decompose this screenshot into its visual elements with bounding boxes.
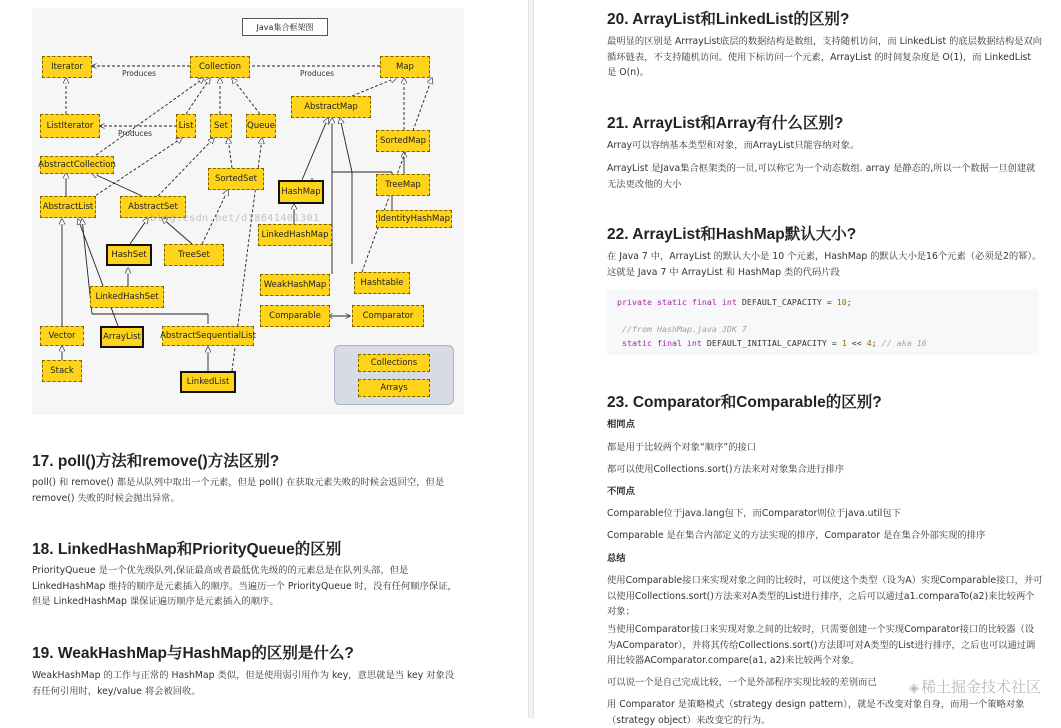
q20-body: 最明显的区别是 ArrrayList底层的数据结构是数组，支持随机访问，而 LinkedList 的底层数据结构是双向循环链表，不支持随机访问。使用下标访问一个元素，ArrayList 的时间复杂度是 O(1)，而 LinkedList 是 O(n)。 xyxy=(607,36,1043,78)
juejin-logo-icon: ◈ xyxy=(908,681,919,696)
diff-point-1: Comparable位于java.lang包下，而Comparator则位于java.util包下 xyxy=(607,508,901,519)
same-point-2: 都可以使用Collections.sort()方法来对对象集合进行排序 xyxy=(607,464,845,475)
q18-body: PriorityQueue 是一个优先级队列,保证最高或者最低优先级的的元素总是在队列头部，但是 LinkedHashMap 维持的顺序是元素插入的顺序。当遍历一个 PriorityQueue 时，没有任何顺序保证，但是 LinkedHashMap 课保证遍历顺序是元素插入的顺序。 xyxy=(32,565,457,607)
node-abstractsequentiallist: AbstractSequentialList xyxy=(162,326,254,346)
q18-heading: 18. LinkedHashMap和PriorityQueue的区别 xyxy=(32,541,342,558)
node-map: Map xyxy=(380,56,430,78)
q23-heading: 23. Comparator和Comparable的区别? xyxy=(607,394,882,411)
node-comparator: Comparator xyxy=(352,305,424,327)
node-comparable: Comparable xyxy=(260,305,330,327)
node-list: List xyxy=(176,114,196,138)
produces-label: Produces xyxy=(122,69,157,78)
code-line-1: private static final int DEFAULT_CAPACITY = 10; xyxy=(617,297,852,307)
q19-body: WeakHashMap 的工作与正常的 HashMap 类似，但是使用弱引用作为 key，意思就是当 key 对象没有任何引用时，key/value 将会被回收。 xyxy=(32,670,455,697)
produces-label: Produces xyxy=(300,69,335,78)
produces-label: Produces xyxy=(118,129,153,138)
right-page xyxy=(534,0,1061,726)
left-page xyxy=(0,0,528,718)
code-line-3: static final int DEFAULT_INITIAL_CAPACITY = 1 << 4; // aka 16 xyxy=(622,337,927,348)
node-treeset: TreeSet xyxy=(164,244,224,266)
q17-heading: 17. poll()方法和remove()方法区别? xyxy=(32,453,280,470)
node-queue: Queue xyxy=(246,114,276,138)
node-abstractcollection: AbstractCollection xyxy=(40,156,114,174)
node-sortedset: SortedSet xyxy=(208,168,264,190)
node-hashmap: HashMap xyxy=(278,180,324,204)
node-iterator: Iterator xyxy=(42,56,92,78)
node-arraylist: ArrayList xyxy=(100,326,144,348)
node-stack: Stack xyxy=(42,360,82,382)
q19-heading: 19. WeakHashMap与HashMap的区别是什么? xyxy=(32,645,354,662)
node-abstractset: AbstractSet xyxy=(120,196,186,218)
node-hashtable: Hashtable xyxy=(354,272,410,294)
node-hashset: HashSet xyxy=(106,244,152,266)
node-vector: Vector xyxy=(40,326,84,346)
node-linkedhashset: LinkedHashSet xyxy=(90,286,164,308)
q21-heading: 21. ArrayList和Array有什么区别? xyxy=(607,115,844,132)
java-collection-framework-diagram xyxy=(32,8,464,415)
q22-heading: 22. ArrayList和HashMap默认大小? xyxy=(607,226,857,243)
q21-p2: ArrayList 是Java集合框架类的一员,可以称它为一个动态数组. array 是静态的,所以一个数据一旦创建就无法更改他的大小 xyxy=(607,163,1036,190)
summary-3: 可以说一个是自己完成比较，一个是外部程序实现比较的差别而已 xyxy=(607,677,877,688)
node-listiterator: ListIterator xyxy=(40,114,100,138)
same-points-label: 相同点 xyxy=(607,419,635,430)
blog-watermark: blog.csdn.net/d18641401301 xyxy=(150,213,320,224)
node-arrays: Arrays xyxy=(358,379,430,397)
q17-body: poll() 和 remove() 都是从队列中取出一个元素，但是 poll() 在获取元素失败的时候会返回空，但是 remove() 失败的时候会抛出异常。 xyxy=(32,477,445,504)
node-abstractlist: AbstractList xyxy=(40,196,96,218)
node-collections: Collections xyxy=(358,354,430,372)
q20-heading: 20. ArrayList和LinkedList的区别? xyxy=(607,11,850,28)
q22-body: 在 Java 7 中，ArrayList 的默认大小是 10 个元素，HashMap 的默认大小是16个元素（必须是2的幂）。这就是 Java 7 中 ArrayList 和 HashMap 类的代码片段 xyxy=(607,251,1042,278)
node-set: Set xyxy=(210,114,232,138)
summary-2: 当使用Comparator接口来实现对象之间的比较时，只需要创建一个实现Comparator接口的比较器（设为AComparator），并将其传给Collections.sort()方法即可对A类型的List进行排序，之后也可以通过调用比较器AComparator.compare(a1, a2)来比较两个对象。 xyxy=(607,624,1036,666)
node-treemap: TreeMap xyxy=(376,174,430,196)
node-sortedmap: SortedMap xyxy=(376,130,430,152)
code-line-2: //from HashMap.java JDK 7 xyxy=(622,324,747,334)
node-linkedhashmap: LinkedHashMap xyxy=(258,224,332,246)
diff-point-2: Comparable 是在集合内部定义的方法实现的排序，Comparator 是在集合外部实现的排序 xyxy=(607,530,986,541)
diff-points-label: 不同点 xyxy=(607,486,635,497)
code-snippet xyxy=(607,289,1039,355)
node-linkedlist: LinkedList xyxy=(180,371,236,393)
node-identityhashmap: IdentityHashMap xyxy=(376,210,452,228)
diagram-title: Java集合框架图 xyxy=(242,18,328,36)
node-weakhashmap: WeakHashMap xyxy=(260,274,330,296)
summary-4: 用 Comparator 是策略模式（strategy design pattern），就是不改变对象自身，而用一个策略对象（strategy object）来改变它的行为。 xyxy=(607,699,1025,726)
juejin-watermark: ◈ 稀土掘金技术社区 xyxy=(908,678,1041,696)
summary-1: 使用Comparable接口来实现对象之间的比较时，可以使这个类型（设为A）实现Comparable接口，并可以使用Collections.sort()方法来对A类型的List进行排序，之后可以通过a1.comparaTo(a2)来比较两个对象； xyxy=(607,575,1043,617)
node-collection: Collection xyxy=(190,56,250,78)
q21-p1: Array可以容纳基本类型和对象，而ArrayList只能容纳对象。 xyxy=(607,140,860,151)
same-point-1: 都是用于比较两个对象“顺序”的接口 xyxy=(607,442,757,453)
node-abstractmap: AbstractMap xyxy=(291,96,371,118)
summary-label: 总结 xyxy=(607,553,626,564)
